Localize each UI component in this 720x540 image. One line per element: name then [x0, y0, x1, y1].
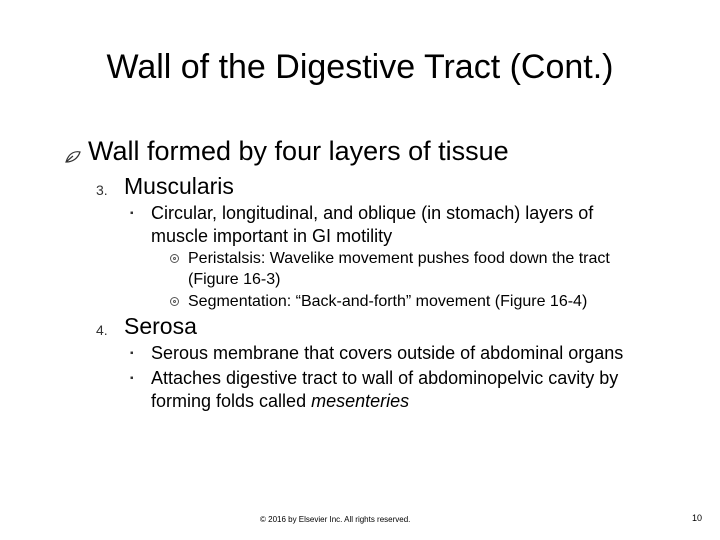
sub-bullet-text: Serous membrane that covers outside of abdominal organs: [151, 343, 624, 363]
sub-bullet-text: Circular, longitudinal, and oblique (in stomach) layers of: [151, 203, 594, 223]
item-heading: Serosa: [124, 313, 197, 339]
copyright-footer: © 2016 by Elsevier Inc. All rights reserved.: [260, 515, 411, 524]
sub-bullet-text-cont: muscle important in GI motility: [151, 226, 393, 246]
slide-title: Wall of the Digestive Tract (Cont.): [106, 48, 614, 86]
point-text: Segmentation: “Back-and-forth” movement (Figure 16-4): [188, 293, 588, 310]
page-number: 10: [692, 513, 703, 523]
sub-bullet-text: Attaches digestive tract to wall of abdominopelvic cavity by: [151, 368, 619, 388]
square-bullet-icon: ▪: [130, 373, 134, 384]
sub-bullet-text-cont: [151, 390, 409, 412]
main-bullet-text: Wall formed by four layers of tissue: [88, 136, 509, 166]
point-text-cont: (Figure 16-3): [188, 271, 281, 288]
circle-target-icon: [170, 297, 179, 306]
item-number: 3.: [96, 182, 108, 198]
item-heading: Muscularis: [124, 173, 234, 199]
mesenteries-term: mesenteries: [311, 391, 410, 411]
square-bullet-icon: ▪: [130, 348, 134, 359]
square-bullet-icon: ▪: [130, 208, 134, 219]
point-text: Peristalsis: Wavelike movement pushes food down the tract: [188, 250, 610, 267]
leaf-bullet-icon: [64, 148, 82, 169]
sub-bullet-text-prefix: forming folds called: [151, 391, 312, 411]
circle-target-icon: [170, 254, 179, 263]
item-number: 4.: [96, 322, 108, 338]
